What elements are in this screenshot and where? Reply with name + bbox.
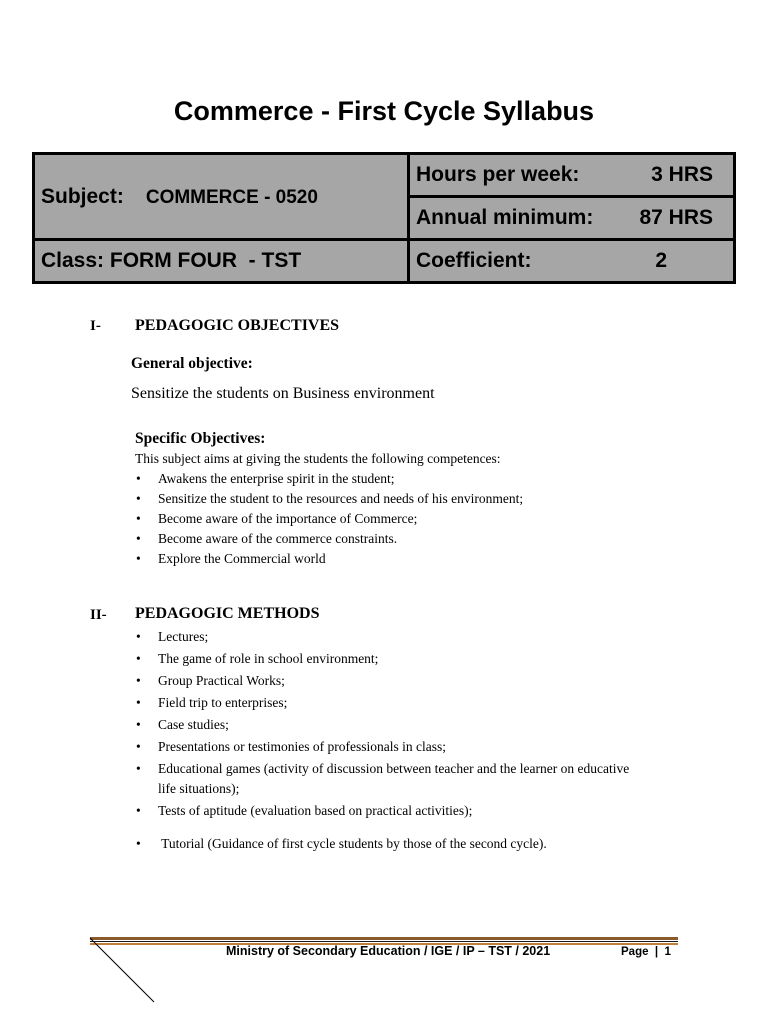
specific-objectives-heading: Specific Objectives: xyxy=(135,430,266,447)
pedagogic-methods-list xyxy=(134,627,634,821)
annual-label: Annual minimum: xyxy=(416,206,594,229)
footer-corner-line xyxy=(88,936,158,1006)
pedagogic-methods-last xyxy=(134,834,654,854)
coefficient-value: 2 xyxy=(655,249,667,272)
section-2-number: II- xyxy=(90,607,107,623)
specific-objectives-intro: This subject aims at giving the students the following competences: xyxy=(135,451,501,466)
subject-value: COMMERCE - 0520 xyxy=(145,186,318,208)
annual-value: 87 HRS xyxy=(639,206,713,229)
hours-cell xyxy=(409,154,735,197)
list-item: • The game of role in school environment; xyxy=(134,649,634,669)
general-objective-heading: General objective: xyxy=(131,355,253,372)
subject-label: Subject: xyxy=(41,184,124,208)
list-item: • Field trip to enterprises; xyxy=(134,693,634,713)
section-1-title: PEDAGOGIC OBJECTIVES xyxy=(135,317,340,334)
hours-label: Hours per week: xyxy=(416,163,580,186)
hours-value: 3 HRS xyxy=(651,163,713,186)
footer-text: Ministry of Secondary Education / IGE / IP – TST / 2021 xyxy=(226,944,551,958)
list-item: • Group Practical Works; xyxy=(134,671,634,691)
footer-rule xyxy=(90,937,678,940)
coefficient-label: Coefficient: xyxy=(416,249,532,272)
annual-cell xyxy=(409,197,735,240)
list-item: • Lectures; xyxy=(134,627,634,647)
list-item: • Awakens the enterprise spirit in the student; xyxy=(134,469,654,489)
subject-info-table xyxy=(32,152,736,284)
class-text: Class: FORM FOUR - TST xyxy=(41,249,302,272)
coefficient-cell xyxy=(409,240,735,283)
list-item: • Educational games (activity of discussion between teacher and the learner on educative life situations); xyxy=(134,759,634,799)
subject-cell xyxy=(34,154,409,240)
list-item: • Presentations or testimonies of professionals in class; xyxy=(134,737,634,757)
class-cell xyxy=(34,240,409,283)
section-1-number: I- xyxy=(90,318,101,334)
list-item: • Tests of aptitude (evaluation based on practical activities); xyxy=(134,801,634,821)
footer-rule-thin xyxy=(90,941,678,942)
list-item: • Become aware of the importance of Commerce; xyxy=(134,509,654,529)
specific-objectives-list xyxy=(134,469,654,569)
section-2-title: PEDAGOGIC METHODS xyxy=(135,605,320,622)
list-item: • Case studies; xyxy=(134,715,634,735)
page-title: Commerce - First Cycle Syllabus xyxy=(173,96,595,126)
list-item: • Sensitize the student to the resources and needs of his environment; xyxy=(134,489,654,509)
list-item: • Become aware of the commerce constraints. xyxy=(134,529,654,549)
list-item: • Tutorial (Guidance of first cycle students by those of the second cycle). xyxy=(134,834,654,854)
page-number: Page | 1 xyxy=(621,946,671,958)
list-item: • Explore the Commercial world xyxy=(134,549,654,569)
general-objective-text: Sensitize the students on Business environment xyxy=(131,385,435,402)
